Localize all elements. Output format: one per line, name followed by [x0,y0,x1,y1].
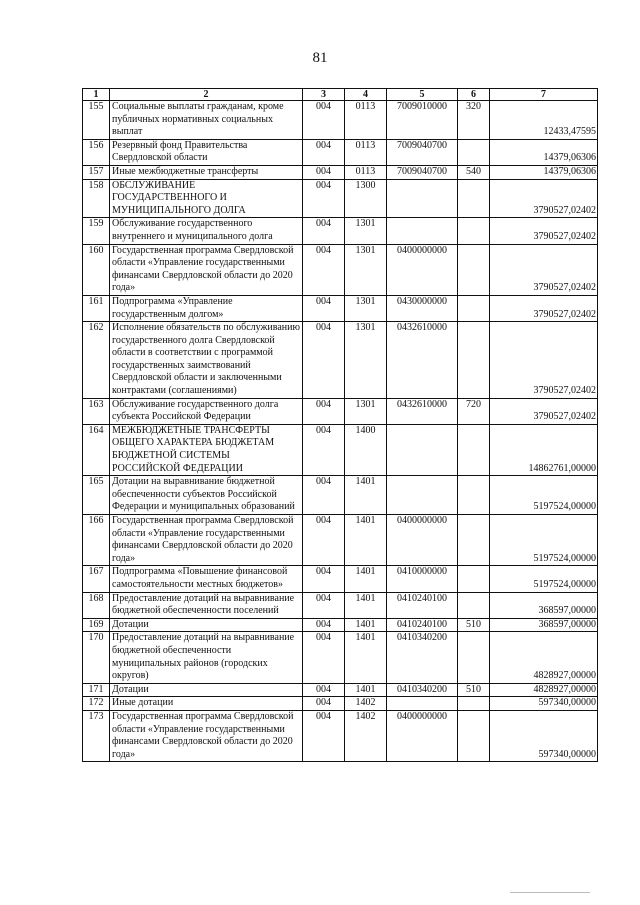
row-section-code: 1300 [345,179,387,218]
row-amount: 368597,00000 [490,618,598,632]
row-number: 173 [83,710,110,761]
row-description: Резервный фонд Правительства Свердловской области [110,139,303,165]
row-description: Иные межбюджетные трансферты [110,165,303,179]
row-amount: 4828927,00000 [490,683,598,697]
row-expense-type: 510 [458,618,490,632]
row-number: 164 [83,424,110,475]
row-ministry-code: 004 [303,710,345,761]
row-amount: 4828927,00000 [490,632,598,683]
row-expense-type: 510 [458,683,490,697]
row-amount: 12433,47595 [490,101,598,140]
row-expense-type [458,295,490,321]
row-ministry-code: 004 [303,165,345,179]
row-description: Обслуживание государственного внутреннего и муниципального долга [110,218,303,244]
row-description: Дотации на выравнивание бюджетной обеспеченности субъектов Российской Федерации и муниципальных образований [110,476,303,515]
table-row [83,165,598,179]
header-row [83,89,598,101]
row-expense-type [458,515,490,566]
row-number: 165 [83,476,110,515]
budget-table [82,88,598,762]
row-description: Социальные выплаты гражданам, кроме публичных нормативных социальных выплат [110,101,303,140]
row-number: 155 [83,101,110,140]
table-row [83,398,598,424]
table-row [83,424,598,475]
row-target-code: 0432610000 [387,322,458,399]
row-number: 159 [83,218,110,244]
row-expense-type [458,218,490,244]
row-section-code: 1402 [345,710,387,761]
table-row [83,632,598,683]
page-number: 81 [312,50,328,66]
row-ministry-code: 004 [303,101,345,140]
table-row [83,710,598,761]
row-description: Дотации [110,618,303,632]
row-expense-type [458,139,490,165]
row-expense-type [458,592,490,618]
row-ministry-code: 004 [303,566,345,592]
row-target-code [387,697,458,711]
row-expense-type [458,244,490,295]
table-row [83,592,598,618]
row-target-code [387,424,458,475]
row-target-code [387,179,458,218]
row-target-code: 0400000000 [387,710,458,761]
table-row [83,618,598,632]
row-target-code: 0410240100 [387,592,458,618]
header-col-6: 6 [458,89,490,101]
row-target-code: 0410240100 [387,618,458,632]
row-target-code: 0410340200 [387,683,458,697]
row-description: Предоставление дотаций на выравнивание бюджетной обеспеченности поселений [110,592,303,618]
row-ministry-code: 004 [303,476,345,515]
row-amount: 597340,00000 [490,697,598,711]
row-section-code: 1301 [345,295,387,321]
row-section-code: 1401 [345,632,387,683]
row-target-code: 7009010000 [387,101,458,140]
header-col-7: 7 [490,89,598,101]
row-amount: 3790527,02402 [490,179,598,218]
row-description: ОБСЛУЖИВАНИЕ ГОСУДАРСТВЕННОГО И МУНИЦИПАЛЬНОГО ДОЛГА [110,179,303,218]
row-ministry-code: 004 [303,322,345,399]
row-ministry-code: 004 [303,618,345,632]
row-number: 171 [83,683,110,697]
row-description: Подпрограмма «Повышение финансовой самостоятельности местных бюджетов» [110,566,303,592]
row-expense-type: 540 [458,165,490,179]
row-description: Дотации [110,683,303,697]
row-description: Исполнение обязательств по обслуживанию государственного долга Свердловской области в соответствии с программой государственных заимствований Свердловской области и заключенными контрактами (соглашениями) [110,322,303,399]
row-section-code: 1401 [345,683,387,697]
header-col-1: 1 [83,89,110,101]
row-number: 156 [83,139,110,165]
row-section-code: 0113 [345,165,387,179]
row-description: Государственная программа Свердловской области «Управление государственными финансами Свердловской области до 2020 года» [110,244,303,295]
row-target-code [387,218,458,244]
header-col-5: 5 [387,89,458,101]
row-number: 168 [83,592,110,618]
row-section-code: 1401 [345,566,387,592]
row-amount: 5197524,00000 [490,476,598,515]
scan-artifact-line [510,892,590,893]
row-section-code: 0113 [345,139,387,165]
row-expense-type [458,476,490,515]
row-expense-type [458,424,490,475]
row-description: Подпрограмма «Управление государственным долгом» [110,295,303,321]
row-amount: 368597,00000 [490,592,598,618]
row-expense-type [458,632,490,683]
table-row [83,295,598,321]
table-row [83,697,598,711]
row-section-code: 1401 [345,515,387,566]
row-expense-type [458,710,490,761]
row-number: 161 [83,295,110,321]
row-expense-type [458,697,490,711]
row-target-code: 0400000000 [387,244,458,295]
row-number: 172 [83,697,110,711]
row-ministry-code: 004 [303,244,345,295]
row-ministry-code: 004 [303,424,345,475]
row-amount: 14379,06306 [490,139,598,165]
table-row [83,139,598,165]
row-number: 170 [83,632,110,683]
row-section-code: 1301 [345,398,387,424]
row-amount: 3790527,02402 [490,398,598,424]
table-row [83,179,598,218]
row-description: Иные дотации [110,697,303,711]
row-target-code: 0432610000 [387,398,458,424]
row-expense-type [458,566,490,592]
row-section-code: 1402 [345,697,387,711]
row-ministry-code: 004 [303,179,345,218]
row-target-code: 7009040700 [387,139,458,165]
row-amount: 5197524,00000 [490,515,598,566]
row-amount: 14862761,00000 [490,424,598,475]
table-row [83,515,598,566]
header-col-4: 4 [345,89,387,101]
table-row [83,322,598,399]
row-ministry-code: 004 [303,683,345,697]
row-section-code: 1301 [345,218,387,244]
row-description: Государственная программа Свердловской области «Управление государственными финансами Свердловской области до 2020 года» [110,710,303,761]
row-ministry-code: 004 [303,295,345,321]
row-description: Предоставление дотаций на выравнивание бюджетной обеспеченности муниципальных районов (городских округов) [110,632,303,683]
row-ministry-code: 004 [303,218,345,244]
row-expense-type [458,179,490,218]
row-section-code: 0113 [345,101,387,140]
row-amount: 5197524,00000 [490,566,598,592]
row-ministry-code: 004 [303,398,345,424]
row-section-code: 1401 [345,592,387,618]
row-amount: 597340,00000 [490,710,598,761]
row-ministry-code: 004 [303,139,345,165]
row-target-code: 0410340200 [387,632,458,683]
row-target-code: 0410000000 [387,566,458,592]
table-row [83,566,598,592]
table-row [83,476,598,515]
table-row [83,244,598,295]
row-section-code: 1400 [345,424,387,475]
row-description: Государственная программа Свердловской области «Управление государственными финансами Свердловской области до 2020 года» [110,515,303,566]
header-col-3: 3 [303,89,345,101]
row-amount: 3790527,02402 [490,218,598,244]
row-description: МЕЖБЮДЖЕТНЫЕ ТРАНСФЕРТЫ ОБЩЕГО ХАРАКТЕРА БЮДЖЕТАМ БЮДЖЕТНОЙ СИСТЕМЫ РОССИЙСКОЙ ФЕДЕРАЦИИ [110,424,303,475]
row-section-code: 1301 [345,244,387,295]
row-number: 169 [83,618,110,632]
row-number: 158 [83,179,110,218]
table-row [83,101,598,140]
row-number: 166 [83,515,110,566]
row-amount: 3790527,02402 [490,244,598,295]
row-number: 162 [83,322,110,399]
row-description: Обслуживание государственного долга субъекта Российской Федерации [110,398,303,424]
row-expense-type [458,322,490,399]
row-target-code: 0430000000 [387,295,458,321]
row-target-code [387,476,458,515]
row-target-code: 0400000000 [387,515,458,566]
header-col-2: 2 [110,89,303,101]
row-amount: 3790527,02402 [490,295,598,321]
row-ministry-code: 004 [303,632,345,683]
row-expense-type: 320 [458,101,490,140]
row-amount: 3790527,02402 [490,322,598,399]
row-section-code: 1401 [345,618,387,632]
row-section-code: 1401 [345,476,387,515]
row-ministry-code: 004 [303,592,345,618]
row-number: 163 [83,398,110,424]
row-target-code: 7009040700 [387,165,458,179]
row-ministry-code: 004 [303,697,345,711]
row-expense-type: 720 [458,398,490,424]
table-row [83,683,598,697]
row-amount: 14379,06306 [490,165,598,179]
row-number: 157 [83,165,110,179]
row-number: 167 [83,566,110,592]
table-row [83,218,598,244]
row-ministry-code: 004 [303,515,345,566]
row-number: 160 [83,244,110,295]
row-section-code: 1301 [345,322,387,399]
